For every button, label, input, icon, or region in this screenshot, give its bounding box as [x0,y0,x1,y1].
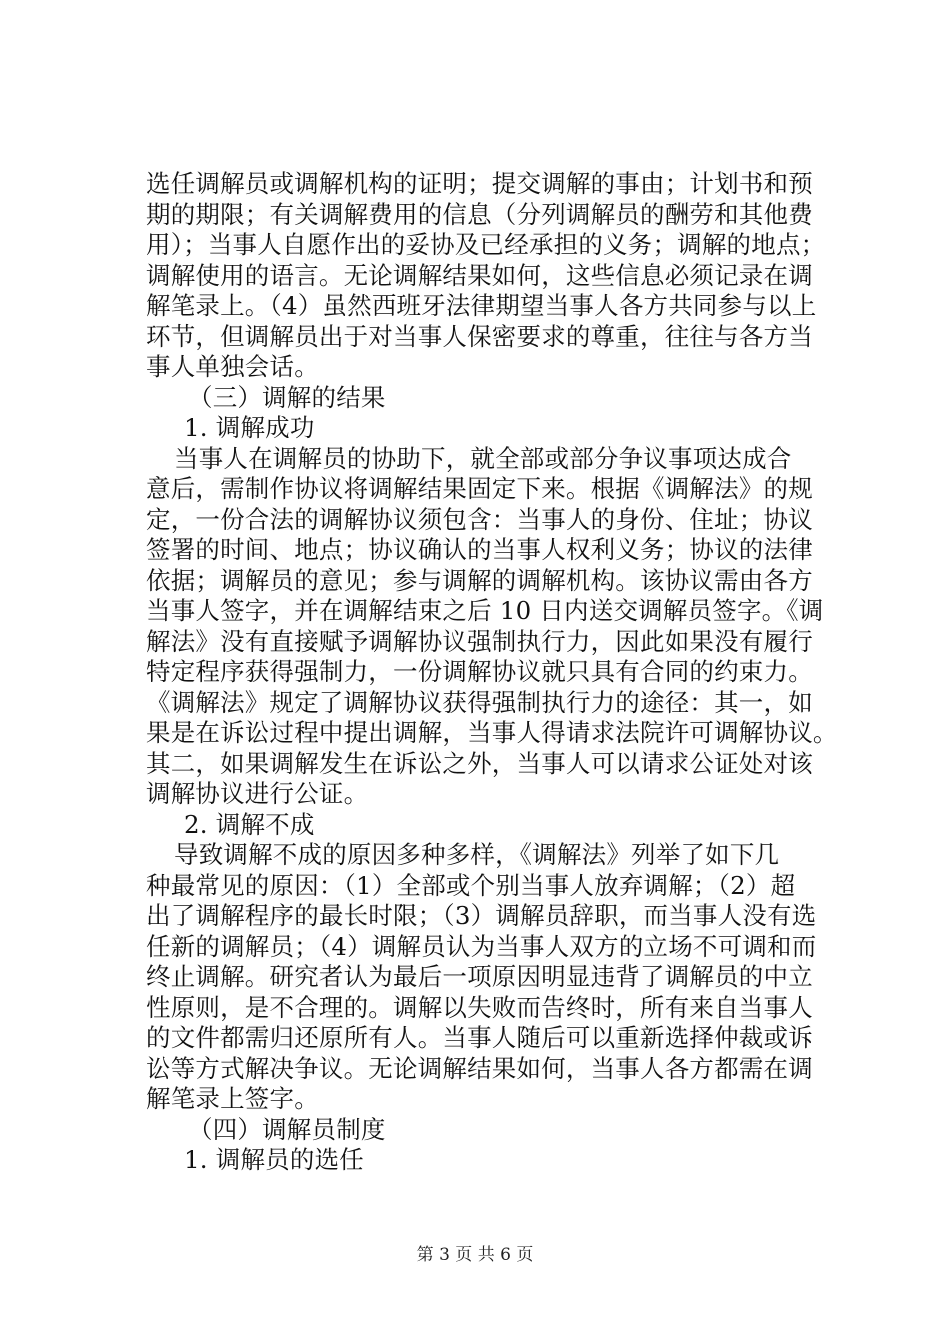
text-line: 依据；调解员的意见；参与调解的调解机构。该协议需由各方 [146,565,813,595]
paragraph-mediation-record [146,169,826,383]
text-line: 环节，但调解员出于对当事人保密要求的尊重，往往与各方当 [146,321,813,351]
text-line: 用）；当事人自愿作出的妥协及已经承担的义务；调解的地点； [146,230,826,259]
text-line: 导致调解不成的原因多种多样，《调解法》列举了如下几 [174,840,780,869]
section-heading-mediation-result: （三）调解的结果 [188,382,386,412]
subheading-mediator-selection: 1. 调解员的选任 [184,1145,364,1174]
text-line: 性原则，是不合理的。调解以失败而告终时，所有来自当事人 [146,992,813,1022]
subheading-mediation-failure: 2. 调解不成 [184,809,315,839]
text-line: 终止调解。研究者认为最后一项原因明显违背了调解员的中立 [146,962,813,991]
text-line: 出了调解程序的最长时限；（3）调解员辞职，而当事人没有选 [146,901,817,930]
text-line: 选任调解员或调解机构的证明；提交调解的事由；计划书和预 [146,169,813,198]
text-line: 意后，需制作协议将调解结果固定下来。根据《调解法》的规 [146,474,813,503]
text-line: 定，一份合法的调解协议须包含：当事人的身份、住址；协议 [146,504,813,534]
paragraph-mediation-agreement [146,443,838,810]
section-heading-mediator-system: （四）调解员制度 [188,1114,386,1144]
text-line: 讼等方式解决争议。无论调解结果如何，当事人各方都需在调 [146,1053,813,1083]
text-line: 期的期限；有关调解费用的信息（分列调解员的酬劳和其他费 [146,199,813,229]
text-line: 当事人在调解员的协助下，就全部或部分争议事项达成合 [174,443,792,473]
text-line: 解笔录上签字。 [146,1084,319,1113]
document-body [146,169,838,1176]
text-line: 解法》没有直接赋予调解协议强制执行力，因此如果没有履行 [146,626,813,656]
text-line: 调解协议进行公证。 [146,779,369,808]
text-line: 任新的调解员；（4）调解员认为当事人双方的立场不可调和而 [146,931,817,961]
text-line: 签署的时间、地点；协议确认的当事人权利义务；协议的法律 [146,535,813,564]
text-line: 当事人签字，并在调解结束之后 10 日内送交调解员签字。《调 [146,596,824,625]
text-line: 的文件都需归还原所有人。当事人随后可以重新选择仲裁或诉 [146,1023,813,1052]
text-line: 其二，如果调解发生在诉讼之外，当事人可以请求公证处对该 [146,748,813,778]
page-number-footer: 第 3 页 共 6 页 [416,1245,534,1265]
text-line: 种最常见的原因：（1）全部或个别当事人放弃调解；（2）超 [146,870,796,900]
text-line: 解笔录上。（4）虽然西班牙法律期望当事人各方共同参与以上 [146,291,817,320]
text-line: 调解使用的语言。无论调解结果如何，这些信息必须记录在调 [146,260,813,290]
text-line: 特定程序获得强制力，一份调解协议就只具有合同的约束力。 [146,657,813,686]
text-line: 《调解法》规定了调解协议获得强制执行力的途径：其一，如 [146,687,813,717]
text-line: 事人单独会话。 [146,352,319,381]
paragraph-mediation-failure-reasons [146,840,816,1115]
text-line: 果是在诉讼过程中提出调解，当事人得请求法院许可调解协议。 [146,718,838,747]
subheading-mediation-success: 1. 调解成功 [184,413,315,442]
